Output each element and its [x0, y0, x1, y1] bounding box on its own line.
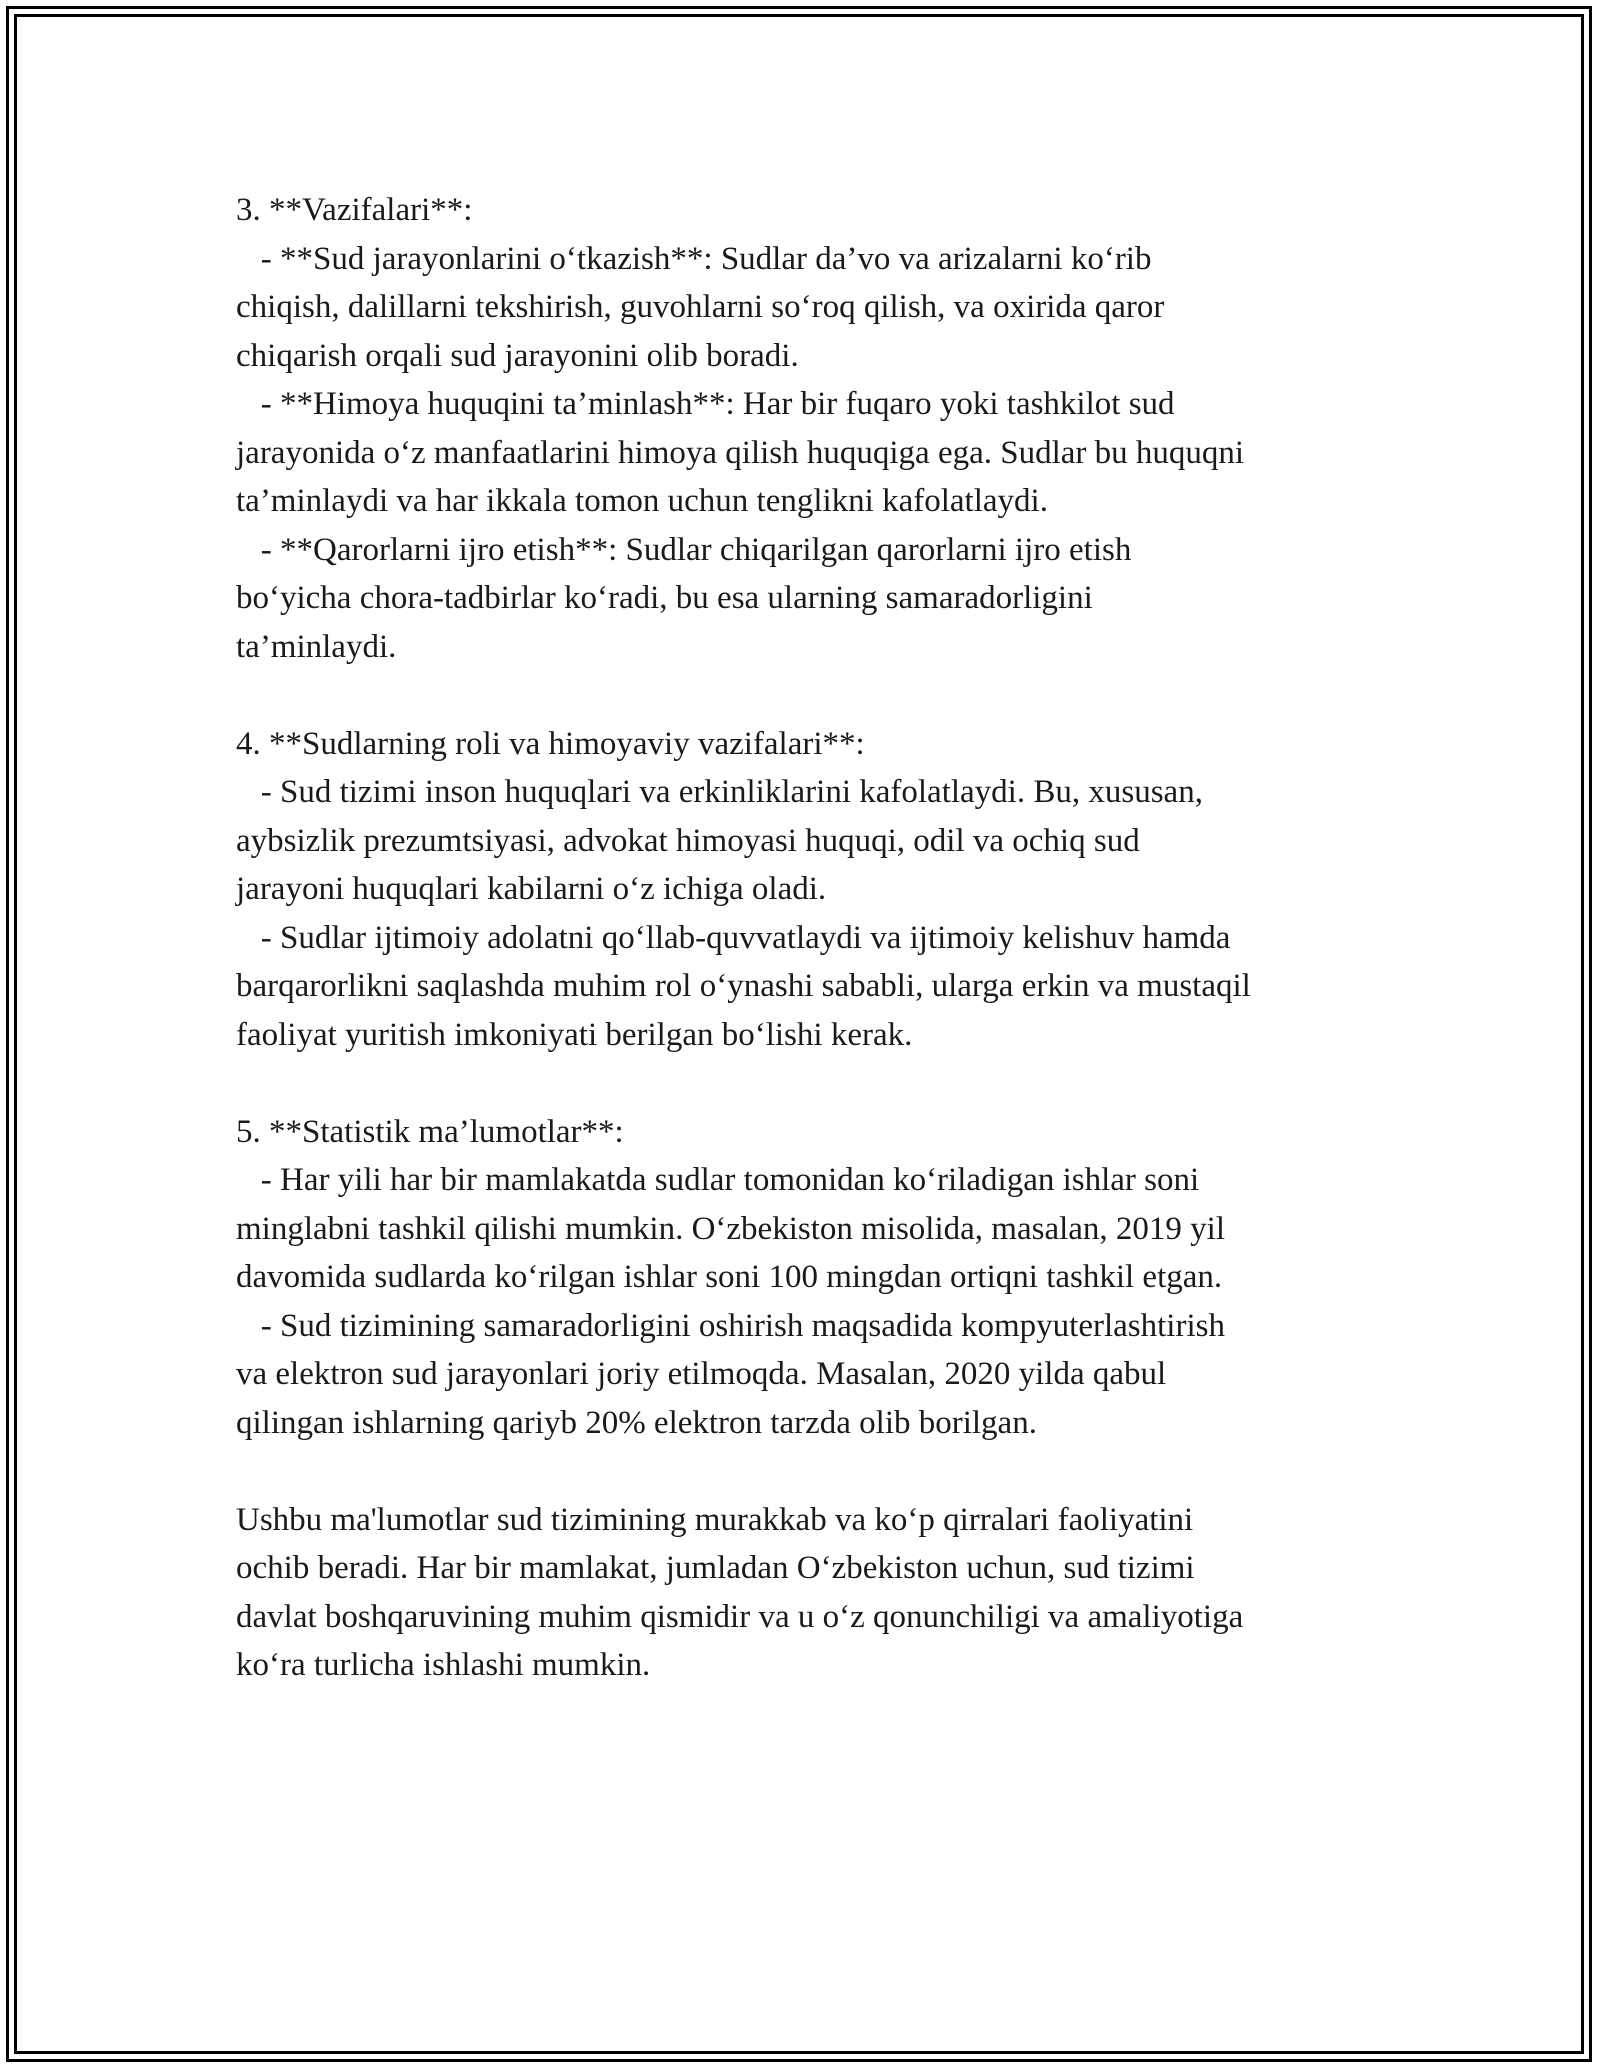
text-line: minglabni tashkil qilishi mumkin. O‘zbekiston misolida, masalan, 2019 yil — [236, 1210, 1226, 1247]
text-line: - Har yili har bir mamlakatda sudlar tomonidan ko‘riladigan ishlar soni — [236, 1162, 1200, 1198]
text-line: - **Sud jarayonlarini o‘tkazish**: Sudlar da’vo va arizalarni ko‘rib — [236, 240, 1152, 277]
closing-paragraph — [236, 1496, 1376, 1690]
text-line: ochib beradi. Har bir mamlakat, jumladan O‘zbekiston uchun, sud tizimi — [236, 1550, 1195, 1586]
text-line: davomida sudlarda ko‘rilgan ishlar soni 100 mingdan ortiqni tashkil etgan. — [236, 1259, 1223, 1295]
section-4-sudlarning-roli — [236, 720, 1376, 1060]
text-line: va elektron sud jarayonlari joriy etilmoqda. Masalan, 2020 yilda qabul — [236, 1356, 1167, 1392]
text-line: ta’minlaydi va har ikkala tomon uchun tenglikni kafolatlaydi. — [236, 483, 1048, 519]
text-line: jarayonida o‘z manfaatlarini himoya qilish huquqiga ega. Sudlar bu huquqni — [236, 434, 1245, 471]
text-line: barqarorlikni saqlashda muhim rol o‘ynashi sababli, ularga erkin va mustaqil — [236, 968, 1251, 1004]
section-heading: 4. **Sudlarning roli va himoyaviy vazifalari**: — [236, 725, 865, 762]
text-line: jarayoni huquqlari kabilarni o‘z ichiga oladi. — [236, 871, 827, 907]
text-line: - Sud tizimi inson huquqlari va erkinliklarini kafolatlaydi. Bu, xususan, — [236, 774, 1203, 810]
section-heading: 3. **Vazifalari**: — [236, 192, 473, 228]
text-line: chiqarish orqali sud jarayonini olib boradi. — [236, 337, 799, 374]
text-line: - **Qarorlarni ijro etish**: Sudlar chiqarilgan qarorlarni ijro etish — [236, 531, 1132, 568]
text-line: ta’minlaydi. — [236, 628, 397, 665]
section-3-vazifalari — [236, 186, 1376, 671]
text-line: ko‘ra turlicha ishlashi mumkin. — [236, 1647, 651, 1683]
text-line: aybsizlik prezumtsiyasi, advokat himoyasi huquqi, odil va ochiq sud — [236, 822, 1140, 859]
text-line: Ushbu ma'lumotlar sud tizimining murakkab va ko‘p qirralari faoliyatini — [236, 1501, 1194, 1538]
text-line: - Sudlar ijtimoiy adolatni qo‘llab-quvvatlaydi va ijtimoiy kelishuv hamda — [236, 919, 1231, 956]
section-heading: 5. **Statistik ma’lumotlar**: — [236, 1113, 624, 1150]
text-line: qilingan ishlarning qariyb 20% elektron tarzda olib borilgan. — [236, 1404, 1037, 1441]
text-line: - Sud tizimining samaradorligini oshirish maqsadida kompyuterlashtirish — [236, 1307, 1225, 1344]
text-line: bo‘yicha chora-tadbirlar ko‘radi, bu esa ularning samaradorligini — [236, 580, 1093, 616]
document-body — [236, 186, 1376, 1690]
text-line: faoliyat yuritish imkoniyati berilgan bo‘lishi kerak. — [236, 1016, 913, 1053]
text-line: chiqish, dalillarni tekshirish, guvohlarni so‘roq qilish, va oxirida qaror — [236, 289, 1165, 325]
section-5-statistik — [236, 1108, 1376, 1448]
text-line: davlat boshqaruvining muhim qismidir va u o‘z qonunchiligi va amaliyotiga — [236, 1598, 1244, 1635]
text-line: - **Himoya huquqini ta’minlash**: Har bir fuqaro yoki tashkilot sud — [236, 386, 1175, 422]
